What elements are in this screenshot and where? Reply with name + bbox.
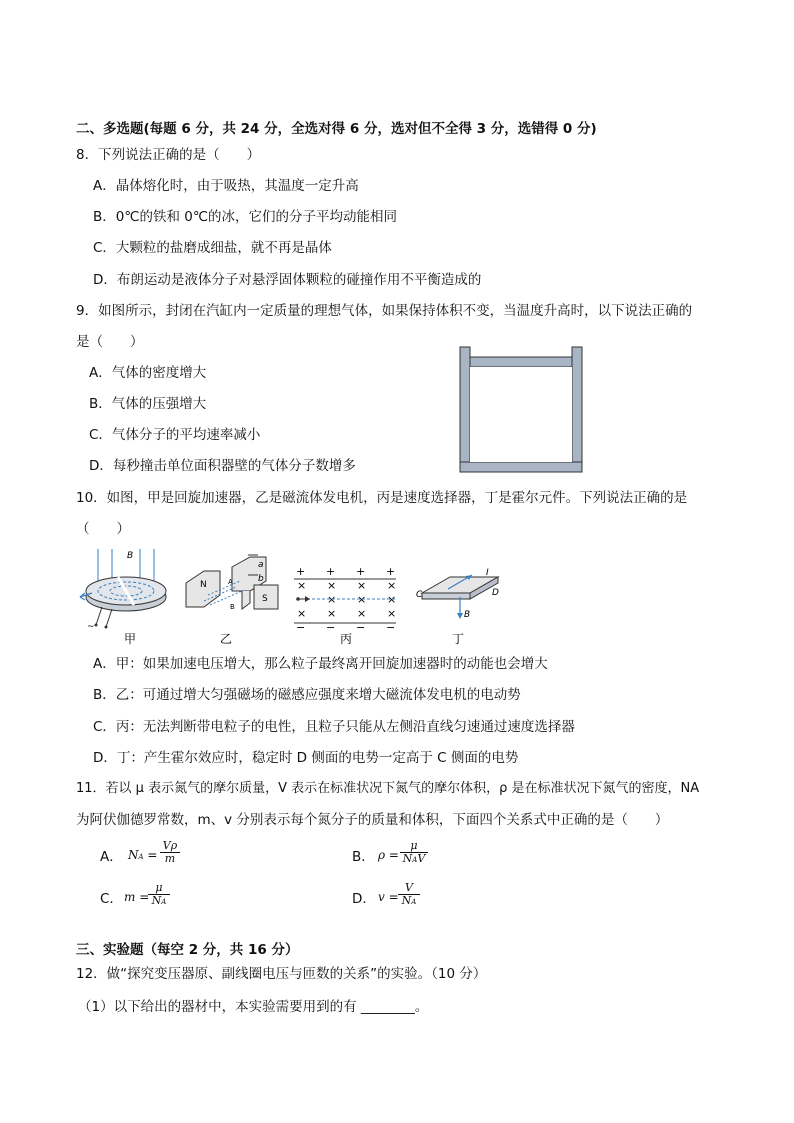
label-D: D (492, 588, 499, 598)
question-10-stem-line2: （ ） (76, 521, 130, 537)
svg-text:×: × (357, 593, 367, 606)
gas-cylinder-figure (458, 345, 586, 475)
svg-text:+: + (296, 565, 306, 578)
hall-element-figure (416, 568, 499, 620)
svg-text:×: × (357, 607, 367, 620)
svg-text:×: × (387, 593, 397, 606)
svg-text:+: + (356, 565, 366, 578)
section-heading-3: 三、实验题（每空 2 分，共 16 分） (76, 942, 299, 958)
q10-option-d: D．丁：产生霍尔效应时，稳定时 D 侧面的电势一定高于 C 侧面的电势 (93, 750, 519, 766)
question-9-stem-line1: 9．如图所示，封闭在汽缸内一定质量的理想气体，如果保持体积不变，当温度升高时，以下说法正确的 (76, 303, 693, 319)
svg-text:×: × (327, 593, 337, 606)
q11-b-lhs: ρ = (378, 848, 399, 862)
q11-option-b-label: B． (352, 849, 375, 865)
section-heading: 二、多选题(每题 6 分，共 24 分，全选对得 6 分，选对但不全得 3 分，选错得 0 分) (76, 121, 597, 137)
svg-text:×: × (387, 607, 397, 620)
svg-text:−: − (356, 621, 366, 634)
q11-c-lhs: m = (124, 890, 150, 904)
fig-label-bing: 丙 (340, 632, 353, 646)
q9-option-c: C．气体分子的平均速率减小 (89, 427, 261, 443)
q11-option-c-label: C． (100, 891, 123, 907)
q9-option-d: D．每秒撞击单位面积器壁的气体分子数增多 (89, 458, 356, 474)
fig-label-yi: 乙 (220, 632, 233, 646)
q8-option-d: D．布朗运动是液体分子对悬浮固体颗粒的碰撞作用不平衡造成的 (93, 272, 482, 288)
label-b: b (258, 574, 264, 584)
q10-option-c: C．丙：无法判断带电粒子的电性，且粒子只能从左侧沿直线匀速通过速度选择器 (93, 719, 575, 735)
svg-text:+: + (326, 565, 336, 578)
svg-text:×: × (297, 579, 307, 592)
q9-option-a: A．气体的密度增大 (89, 365, 207, 381)
question-12-part-1: （1）以下给出的器材中，本实验需要用到的有 ________。 (78, 999, 429, 1015)
question-9-stem-line2: 是（ ） (76, 334, 144, 350)
question-11-stem-line1: 11．若以 μ 表示氮气的摩尔质量，V 表示在标准状况下氮气的摩尔体积，ρ 是在标准状况下氮气的密度，NA (76, 781, 700, 796)
svg-text:×: × (357, 579, 367, 592)
svg-text:×: × (327, 607, 337, 620)
q11-option-d-label: D． (352, 891, 376, 907)
q11-a-lhs: NA = (128, 848, 158, 862)
q11-c-fraction: μ NA (148, 882, 170, 908)
question-8-stem: 8．下列说法正确的是（ ） (76, 147, 261, 163)
label-a: a (258, 560, 264, 570)
question-11-stem-line2: 为阿伏伽德罗常数，m、v 分别表示每个氮分子的质量和体积，下面四个关系式中正确的是（ ） (76, 812, 669, 828)
svg-text:×: × (327, 579, 337, 592)
q10-figures (72, 545, 512, 647)
q11-d-fraction: V NA (398, 882, 420, 908)
label-B1: B (127, 551, 134, 561)
label-C: C (416, 590, 423, 600)
svg-text:−: − (326, 621, 336, 634)
label-B2: B (230, 603, 235, 611)
q11-b-fraction: μ NAV (400, 840, 428, 866)
label-A: A (228, 578, 233, 586)
q10-option-a: A．甲：如果加速电压增大，那么粒子最终离开回旋加速器时的动能也会增大 (93, 656, 548, 672)
q8-option-a: A．晶体熔化时，由于吸热，其温度一定升高 (93, 178, 359, 194)
svg-text:−: − (386, 621, 396, 634)
svg-text:×: × (297, 607, 307, 620)
q8-option-b: B．0℃的铁和 0℃的冰，它们的分子平均动能相同 (93, 209, 398, 225)
label-I: I (486, 568, 489, 578)
fig-label-ding: 丁 (452, 632, 465, 646)
question-10-stem-line1: 10．如图，甲是回旋加速器，乙是磁流体发电机，丙是速度选择器，丁是霍尔元件。下列说法正确的是 (76, 490, 688, 506)
velocity-selector-figure (294, 565, 396, 634)
q8-option-c: C．大颗粒的盐磨成细盐，就不再是晶体 (93, 240, 332, 256)
q10-option-b: B．乙：可通过增大匀强磁场的磁感应强度来增大磁流体发电机的电动势 (93, 687, 521, 703)
q11-d-lhs: v = (378, 890, 399, 904)
label-tilde: ~ (87, 622, 95, 632)
label-N: N (200, 580, 207, 590)
q9-option-b: B．气体的压强增大 (89, 396, 207, 412)
svg-text:×: × (387, 579, 397, 592)
label-S: S (262, 594, 268, 604)
mhd-generator-figure (186, 555, 278, 611)
q11-a-fraction: Vρ m (160, 840, 180, 865)
cyclotron-figure (80, 549, 166, 632)
svg-text:−: − (296, 621, 306, 634)
label-B3: B (464, 610, 471, 620)
q11-option-a-label: A． (100, 849, 123, 865)
fig-label-jia: 甲 (124, 632, 137, 646)
question-12-stem: 12．做“探究变压器原、副线圈电压与匝数的关系”的实验。（10 分） (76, 966, 487, 982)
svg-text:+: + (386, 565, 396, 578)
